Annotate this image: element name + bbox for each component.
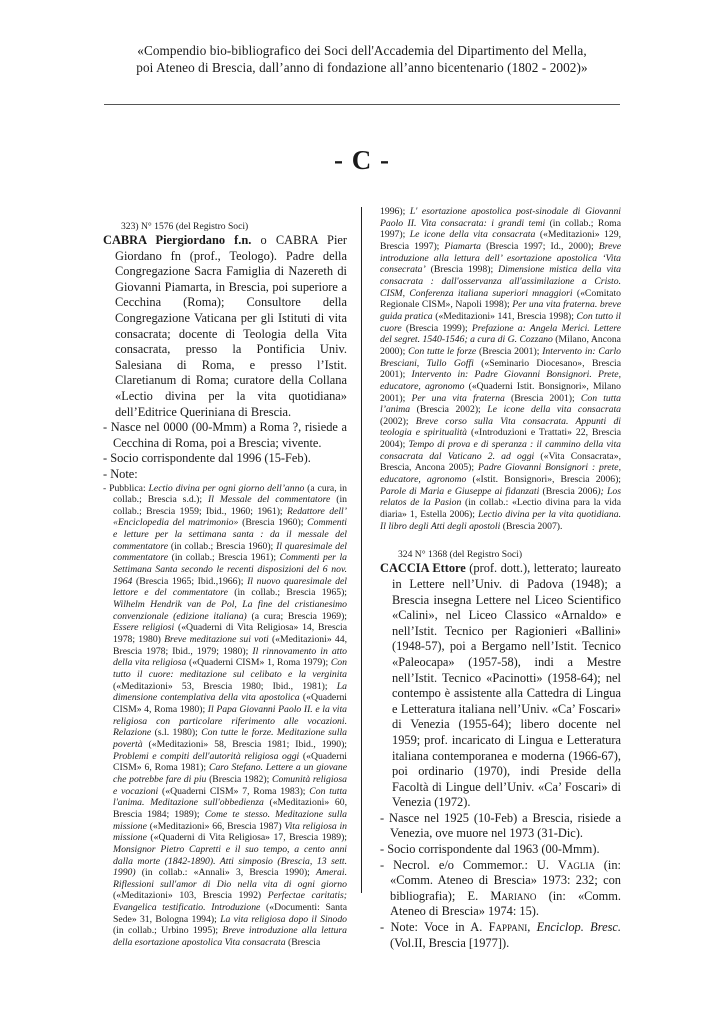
publication-title: Vita religiosa in missione — [113, 820, 348, 844]
entry-register-number: 323) N° 1576 (del Registro Soci) — [121, 221, 249, 232]
publication-title: ); Los relatos de la Pasion — [380, 485, 621, 509]
entry-biography — [103, 233, 347, 420]
publication-title: Con tutte le forze — [408, 345, 477, 357]
publication-title: Lectio divina per la vita quotidiana. Il libro degli Atti degli apostoli — [380, 509, 621, 532]
publication-title: Per una vita fraterna. breve guida pratica — [380, 299, 622, 322]
publication-title: Piamarta — [444, 240, 482, 252]
publications-continued — [380, 206, 621, 532]
publication-title: Con tutte le forze. Meditazione sulla povertà — [113, 727, 347, 750]
publication-title: Il quaresimale del commentatore — [113, 540, 347, 564]
publication-title: La dimensione contemplativa della vita apostolica — [113, 680, 347, 704]
publication-title: Con tutta l’anima — [380, 392, 621, 416]
entry-bio-text: (prof. dott.), letterato; laureato in Lettere nell’Univ. di Padova (1948); a Brescia insegna Lettere nel Liceo Scientifico «Calini», nel Liceo Classico «Arnaldo» e nell’Istit. Tecnico per Ragionieri «Ballini» (1948-57), poi a Bergamo nell’Istit. Tecnico «Paleocapa» (1957-58), indi a Mestre nell’Istit. Tecnico «Pacinotti» (1958-64); nel contempo è assistente alla Cattedra di Lingua e Letteratura italiana nell’Univ. «Ca’ Foscari» di Venezia (1955-64); libero docente nel 1959; prof. incaricato di Lingua e Letteratura italiana contemporanea e moderna (1966-67), poi ordinario (1970), indi Preside della Facoltà di Lingue dell’Univ. «Ca’ Foscari» di Venezia (1972). — [392, 561, 621, 810]
publication-details: («Meditazioni» 129, Brescia 1997); — [380, 229, 621, 252]
necrology-text: (in: «Comm. Ateneo di Brescia» 1974: 15). — [390, 888, 621, 919]
entry-biography — [380, 561, 621, 811]
publication-title: Wilhelm Hendrik van de Pol, La fine del cristianesimo convenzionale (edizione italiana) — [113, 599, 347, 622]
publication-title: Il nuovo quaresimale del lettore e del commentatore — [113, 575, 347, 599]
header-rule — [104, 104, 620, 105]
publication-title: Commenti per la Settimana Santa secondo le recenti disposizioni del 6 nov. 1964 — [113, 552, 347, 587]
publication-details: («Quaderni di Vita Religiosa» 14, Brescia 1978; 1980) — [113, 622, 347, 646]
necrology-author: Vaglia — [557, 857, 595, 872]
publication-details: (s.l. 1980); — [151, 727, 202, 739]
publication-details: («Vita Consacrata», Brescia, Ancona 2005); — [380, 450, 621, 474]
publication-title: Intervento in: Carlo Bresciani, Tullo Goffi — [380, 345, 621, 369]
note-text: - Note: Voce in A. — [380, 920, 489, 935]
publication-title: Breve introduzione alla lettura dell’ esortazione apostolica ‘Vita consecrata’ — [380, 240, 622, 276]
publication-details: («Meditazioni» 44, Brescia 1978; Ibid., 1979; 1980); — [113, 634, 348, 657]
entry-socio: - Socio corrispondente dal 1963 (00-Mmm). — [380, 842, 600, 857]
publication-details: (Brescia 2007). — [500, 520, 563, 532]
publication-title: Con tutto il cuore — [380, 310, 621, 334]
publication-title: Prefazione a: Angela Merici. Lettere del segret. 1540-1546; a cura di G. Cozzano — [380, 322, 621, 346]
publication-details: (a cura; Brescia 1969); — [246, 610, 347, 622]
publication-details: (Brescia 1997; Id., 2000); — [481, 240, 599, 252]
publication-details: (a cura, in collab.; Brescia s.d.); — [113, 482, 348, 506]
right-column — [380, 206, 621, 951]
publication-details: («Meditazioni» 103, Brescia 1992) — [113, 890, 268, 902]
publication-title: L' esortazione apostolica post-sinodale di Giovanni Paolo II. Vita consacrata: i grandi temi — [380, 206, 621, 229]
publication-title: Con tutto il cuore: meditazione sul celibato e la verginita — [113, 657, 347, 680]
publication-details: («Quaderni Istit. Bonsignori», Milano 2001); — [380, 380, 621, 404]
publication-title: Parole di Maria e Giuseppe ai fidanzati — [380, 485, 540, 497]
publication-title: Come te stesso. Meditazione sulla missione — [113, 808, 347, 832]
publication-details: («Meditazioni» 58, Brescia 1981; Ibid., 1990); — [142, 738, 347, 750]
entry-birth: - Nasce nel 0000 (00-Mmm) a Roma ?, risiede a Cecchina di Roma, poi a Brescia; vivente. — [103, 420, 347, 450]
left-column — [103, 221, 347, 949]
publication-title: Per una vita fraterna — [411, 392, 505, 404]
publication-title: Breve meditazione sui voti — [164, 634, 269, 646]
publications-list — [103, 483, 347, 949]
entry-note — [380, 920, 621, 951]
publication-title: Lectio divina per ogni giorno dell’anno — [148, 482, 305, 494]
publication-title: Con tutta l'anima. Meditazione sull'obbedienza — [113, 785, 347, 809]
publication-details: («Istit. Bonsignori», Brescia 2006); — [466, 474, 621, 486]
publication-details: (in collab.; Brescia 1960); — [168, 540, 277, 552]
publication-details: (Brescia 1998); — [425, 264, 499, 276]
entry-necrology — [380, 858, 621, 920]
necrology-text: - Necrol. e/o Commemor.: U. — [380, 857, 558, 872]
publication-details: («Comitato Regionale CISM», Napoli 1998); — [380, 287, 621, 311]
publication-title: Il Messale del commentatore — [207, 494, 331, 506]
section-letter: - C - — [334, 145, 390, 175]
publication-title: Breve introduzione alla lettura della esortazione apostolica Vita consacrata — [113, 925, 347, 949]
necrology-text: (in: «Comm. Ateneo di Brescia» 1973: 232; con bibliografia); E. — [390, 857, 621, 903]
publication-title: Il Papa Giovanni Paolo II. e la vita religiosa con particolare riferimento alle vocazioni. Relazione — [113, 703, 347, 739]
publication-title: Breve corso sulla Vita consacrata. Appunti di teologia e spiritualità — [380, 415, 621, 439]
publication-details: («Meditazioni» 60, Brescia 1984; 1989); — [113, 797, 347, 820]
publication-details: (in collab.; Roma 1997); — [380, 217, 622, 241]
header-line-1: «Compendio bio-bibliografico dei Soci dell'Accademia del Dipartimento del Mella, — [137, 43, 587, 58]
publication-title: Tempo di prova e di speranza : il cammino della vita consacrata dal Vaticano 2. ad oggi — [380, 439, 621, 462]
publication-title: Problemi e compiti dell'autorità religiosa oggi — [113, 750, 300, 762]
publication-details: (in collab.: «Annali» 3, Brescia 1990); — [135, 867, 317, 879]
publication-details: («Quaderni di Vita Religiosa» 17, Brescia 1989); — [146, 832, 347, 844]
publication-details: (Brescia 1982); — [206, 773, 272, 785]
entry-name: CABRA Piergiordano f.n. — [103, 233, 252, 247]
publication-title: Caro Stefano. Lettere a un giovane che potrebbe fare di piu — [113, 762, 347, 785]
publication-title: Padre Giovanni Bonsignori : prete, educatore, agronomo — [380, 462, 621, 486]
publication-details: («Meditazioni» 66, Brescia 1987) — [146, 820, 285, 832]
publication-title: Comunità religiosa e vocazioni — [113, 773, 347, 797]
publication-details: (Brescia 1965; Ibid.,1966); — [132, 575, 248, 587]
publication-details: («Meditazioni» 141, Brescia 1998); — [432, 310, 577, 322]
publication-title: Amerai. Riflessioni sull'amor di Dio nella vita di ogni giorno — [113, 867, 347, 890]
publications-label: - Pubblica: — [103, 482, 149, 494]
column-divider — [361, 207, 362, 893]
publication-details: (Brescia 1960); — [238, 517, 308, 529]
publication-details: («Quaderni CISM» 7, Roma 1983); — [158, 785, 310, 797]
publication-title: Le icone della vita consacrata — [487, 404, 621, 416]
publication-details: («Introduzioni e Trattati» 22, Brescia 2004); — [380, 427, 621, 451]
publication-details: (Brescia 2001); — [504, 392, 581, 404]
entry-bio-text: o CABRA Pier Giordano fn (prof., Teologo). Padre della Congregazione Sacra Famiglia di Nazereth di Giovanni Piamarta, in Brescia, poi superiore a Cecchina (Roma); Consultore della Congregazione Vaticana per gli Istituti di vita consacrata; docente di Teologia della Vita consacrata, presso la Pontificia Univ. Salesiana di Roma, e presso l’Istit. Claretianum di Roma; curatore della Collana «Lectio divina per la vita quotidiana» dell’Editrice Queriniana di Brescia. — [115, 233, 348, 419]
publication-title: Redattore dell’ «Enciclopedia del matrimonio» — [113, 505, 347, 529]
publication-details: 1996); — [380, 206, 410, 217]
note-author: Fappani — [488, 920, 528, 935]
entry-register-number: 324 N° 1368 (del Registro Soci) — [398, 549, 523, 561]
publication-details: («Quaderni CISM» 1, Roma 1979); — [186, 657, 331, 669]
publication-details: (Milano, Ancona 2000); — [380, 334, 621, 357]
publication-details: («Meditazioni» 53, Brescia 1980; Ibid., 1981); — [113, 680, 337, 692]
publication-title: Perfectae caritatis; Evangelica testificatio. Introduzione — [113, 890, 348, 914]
publication-details: (Brescia 2006 — [539, 485, 598, 497]
necrology-author: Mariano — [490, 888, 537, 903]
publication-title: Intervento in: Padre Giovanni Bonsignori. Prete, educatore, agronomo — [380, 369, 621, 392]
publication-details: («Seminario Diocesano», Brescia 2001); — [380, 357, 621, 381]
publication-details: («Quaderni CISM» 4, Roma 1980); — [113, 692, 347, 715]
publication-title: Dimensione mistica della vita consacrata : dall'osservanza all'assimilazione a Cristo. CISM, Conferenza italiana superiori mnaggiori — [380, 264, 621, 299]
note-text: (Vol.II, Brescia [1977]). — [390, 935, 510, 950]
entry-note: - Note: — [103, 466, 138, 481]
publication-details: (Brescia — [285, 937, 321, 949]
entry-socio: - Socio corrispondente dal 1996 (15-Feb). — [103, 451, 311, 466]
publication-details: (in collab.; Brescia 1959; Ibid., 1960; 1961); — [113, 494, 347, 517]
publication-title: Monsignor Pietro Capretti e il suo tempo, a cento anni dalla morte (1842-1890). Atti simposio (Brescia, 13 sett. 1990) — [113, 843, 347, 879]
publication-title: La vita religiosa dopo il Sinodo — [220, 913, 348, 925]
publication-details: (Brescia 2001); — [476, 345, 543, 357]
entry-name: CACCIA Ettore — [380, 561, 466, 576]
publication-details: (2002); — [380, 415, 416, 427]
document-header — [60, 42, 664, 76]
publication-details: (in collab.; Brescia 1965); — [227, 587, 348, 599]
entry-birth: - Nasce nel 1925 (10-Feb) a Brescia, risiede a Venezia, ove muore nel 1973 (31-Dic). — [380, 810, 621, 841]
publication-details: (in collab.: «Lectio divina para la vida diaria» 1, Estella 2006); — [380, 497, 622, 521]
publications-text-right — [380, 206, 621, 532]
publication-details: (in collab.; Urbino 1995); — [113, 925, 223, 937]
publications-text-left — [113, 483, 347, 949]
publication-title: Commenti e letture per la settimana santa : da il messale del commentatore — [113, 517, 347, 552]
publication-title: Il rinnovamento in atto della vita religiosa — [113, 645, 347, 669]
publication-title: Essere religiosi — [113, 622, 175, 634]
note-work-title: Enciclop. Bresc. — [536, 920, 621, 935]
publication-details: («Documenti: Santa Sede» 31, Bologna 1994); — [113, 902, 347, 925]
publication-details: (Brescia 1999); — [401, 322, 472, 334]
header-line-2: poi Ateneo di Brescia, dall’anno di fondazione all’anno bicentenario (1802 - 2002)» — [136, 60, 588, 75]
note-text: , — [527, 920, 537, 935]
publication-details: («Quaderni CISM» 6, Roma 1981); — [113, 750, 347, 774]
publication-title: Le icone della vita consacrata — [409, 229, 536, 241]
publication-details: (Brescia 2002); — [410, 404, 488, 416]
publication-details: (in collab.; Brescia 1961); — [168, 552, 280, 564]
